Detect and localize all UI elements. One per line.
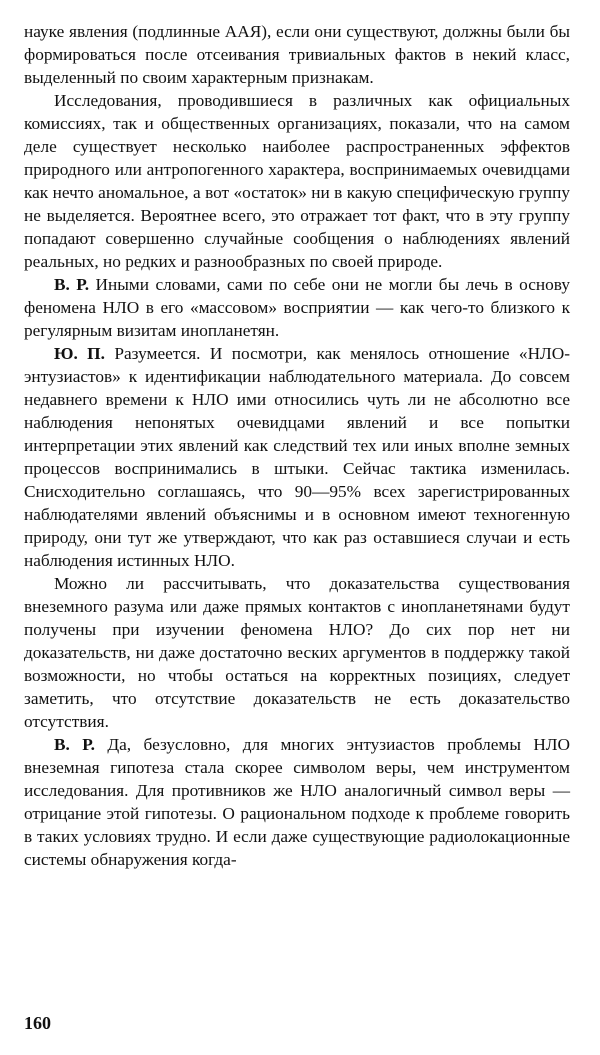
speaker-label: Ю. П.: [54, 344, 105, 363]
paragraph-5-text: Можно ли рассчитывать, что доказательства существования внеземного разума или даже прямых контактов с инопланетянами будут получены при изучении феномена НЛО? До сих пор нет ни доказательств, ни даже достаточно веских аргументов в поддержку такой возможности, но чтобы остаться на корректных позициях, следует заметить, что отсутствие доказательств не есть доказательство отсутствия.: [24, 574, 570, 731]
paragraph-4: [24, 342, 570, 572]
speaker-label: В. Р.: [54, 275, 90, 294]
paragraph-2-text: Исследования, проводившиеся в различных как официальных комиссиях, так и общественных организациях, показали, что на самом деле существует несколько наиболее распространенных эффектов природного или антропогенного характера, воспринимаемых очевидцами как нечто аномальное, а вот «остаток» ни в какую специфическую группу не выделяется. Вероятнее всего, это отражает тот факт, что в эту группу попадают совершенно случайные сообщения о наблюдениях явлений реальных, но редких и разнообразных по своей природе.: [24, 91, 570, 271]
paragraph-1-text: науке явления (подлинные ААЯ), если они существуют, должны были бы формироваться после отсеивания тривиальных фактов в некий класс, выделенный по своим характерным признакам.: [24, 22, 570, 87]
page-body: [24, 20, 570, 871]
page-number: 160: [24, 1013, 51, 1033]
paragraph-3-text: Иными словами, сами по себе они не могли бы лечь в основу феномена НЛО в его «массовом» восприятии — как чего-то близкого к регулярным визитам инопланетян.: [24, 275, 570, 340]
paragraph-3: [24, 273, 570, 342]
paragraph-2: [24, 89, 570, 273]
speaker-label: В. Р.: [54, 735, 95, 754]
paragraph-1: [24, 20, 570, 89]
paragraph-6-text: Да, безусловно, для многих энтузиастов проблемы НЛО внеземная гипотеза стала скорее символом веры, чем инструментом исследования. Для противников же НЛО аналогичный символ веры — отрицание этой гипотезы. О рациональном подходе к проблеме говорить в таких условиях трудно. И если даже существующие радиолокационные системы обнаружения когда-: [24, 735, 570, 869]
paragraph-5: [24, 572, 570, 733]
paragraph-6: [24, 733, 570, 871]
paragraph-4-text: Разумеется. И посмотри, как менялось отношение «НЛО-энтузиастов» к идентификации наблюдательного материала. До совсем недавнего времени к НЛО ими относились чуть ли не абсолютно все наблюдения непонятых очевидцами явлений и все попытки интерпретации этих явлений как следствий тех или иных вполне земных процессов воспринимались в штыки. Сейчас тактика изменилась. Снисходительно соглашаясь, что 90—95% всех зарегистрированных наблюдателями явлений объяснимы и в основном имеют техногенную природу, они тут же утверждают, что как раз оставшиеся случаи и есть наблюдения истинных НЛО.: [24, 344, 570, 570]
